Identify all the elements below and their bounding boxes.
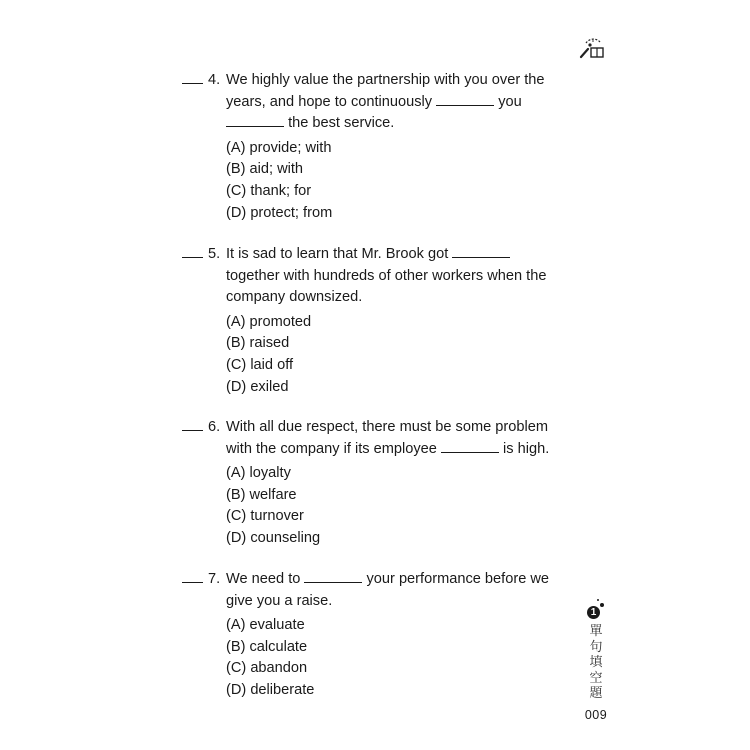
option-c: (C) thank; for xyxy=(226,182,312,199)
options-list xyxy=(182,138,577,224)
question-text: give you a raise. xyxy=(226,592,333,609)
question-text: with the company if its employee xyxy=(226,440,437,457)
question-4 xyxy=(182,70,577,224)
chapter-badge xyxy=(582,598,610,622)
question-text: It is sad to learn that Mr. Brook got xyxy=(226,246,449,262)
question-text: is high. xyxy=(503,440,550,457)
page-number: 009 xyxy=(584,707,608,722)
fill-blank xyxy=(304,570,362,583)
option-a: (A) provide; with xyxy=(226,139,332,156)
question-text: years, and hope to continuously xyxy=(226,93,433,110)
question-text: the best service. xyxy=(288,115,395,132)
question-6 xyxy=(182,417,577,550)
option-d: (D) deliberate xyxy=(226,681,315,698)
answer-blank[interactable] xyxy=(182,569,203,583)
answer-blank[interactable] xyxy=(182,417,203,431)
option-c: (C) abandon xyxy=(226,660,308,677)
option-a: (A) loyalty xyxy=(226,465,291,482)
option-a: (A) promoted xyxy=(226,313,312,330)
option-d: (D) protect; from xyxy=(226,204,333,221)
section-title xyxy=(582,624,610,702)
decor-dot xyxy=(600,603,604,607)
question-text: We need to xyxy=(226,571,301,587)
fill-blank xyxy=(452,245,510,258)
answer-blank[interactable] xyxy=(182,244,203,258)
question-number: 5. xyxy=(208,246,221,262)
reading-book-icon xyxy=(578,34,606,60)
option-c: (C) laid off xyxy=(226,356,294,373)
question-text: We highly value the partnership with you over the xyxy=(226,72,545,88)
chapter-side-tab xyxy=(582,598,610,722)
option-a: (A) evaluate xyxy=(226,617,305,634)
question-5 xyxy=(182,244,577,398)
option-b: (B) raised xyxy=(226,335,290,352)
option-b: (B) welfare xyxy=(226,486,297,503)
question-text: together with hundreds of other workers when the xyxy=(226,267,547,284)
decor-dot xyxy=(597,599,599,601)
option-b: (B) calculate xyxy=(226,638,308,655)
question-text: you xyxy=(498,93,522,110)
option-c: (C) turnover xyxy=(226,508,304,525)
section-title-char: 題 xyxy=(589,686,603,701)
options-list xyxy=(182,615,577,701)
fill-blank xyxy=(226,114,284,127)
option-b: (B) aid; with xyxy=(226,161,304,178)
question-text: company downsized. xyxy=(226,289,363,306)
section-title-char: 句 xyxy=(589,639,603,655)
answer-blank[interactable] xyxy=(182,70,203,84)
question-text: your performance before we xyxy=(366,571,550,587)
chapter-number: 1 xyxy=(587,606,600,619)
question-text: With all due respect, there must be some problem xyxy=(226,419,549,435)
option-d: (D) counseling xyxy=(226,529,321,546)
section-title-char: 填 xyxy=(589,655,603,670)
question-number: 7. xyxy=(208,571,221,587)
options-list xyxy=(182,463,577,549)
question-number: 6. xyxy=(208,419,221,435)
section-title-char: 空 xyxy=(589,670,603,686)
question-number: 4. xyxy=(208,72,221,88)
question-7 xyxy=(182,569,577,702)
option-d: (D) exiled xyxy=(226,378,289,395)
fill-blank xyxy=(436,93,494,106)
fill-blank xyxy=(441,440,499,453)
options-list xyxy=(182,312,577,398)
section-title-char: 單 xyxy=(589,624,603,639)
